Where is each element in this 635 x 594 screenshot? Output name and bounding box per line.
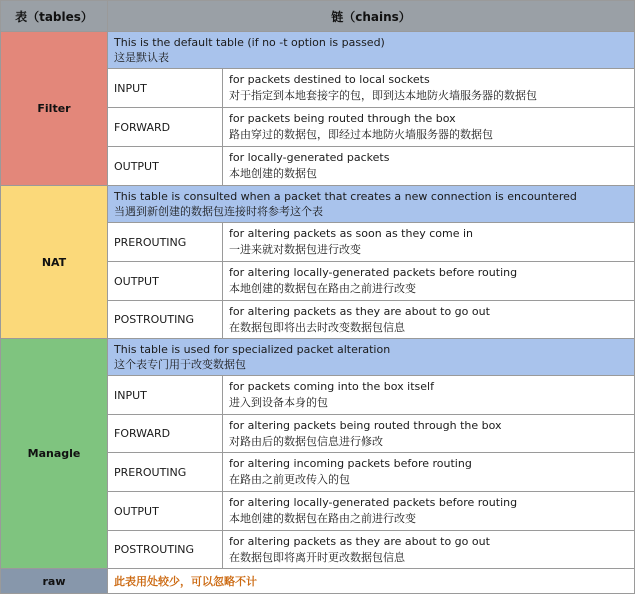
desc-en: for packets destined to local sockets [229, 73, 430, 86]
desc-en: for altering packets as soon as they come in [229, 227, 474, 240]
table-name-raw: raw [0, 568, 108, 594]
nat-info [107, 185, 635, 223]
header-tables: 表（tables） [0, 0, 108, 32]
nat-chain-output: OUTPUT [107, 261, 223, 301]
mangle-chain-forward: FORWARD [107, 414, 223, 453]
desc-zh: 路由穿过的数据包，即经过本地防火墙服务器的数据包 [229, 128, 493, 141]
desc-zh: 本地创建的数据包在路由之前进行改变 [229, 512, 416, 525]
filter-info-zh: 这是默认表 [114, 51, 169, 64]
filter-chain-output: OUTPUT [107, 146, 223, 186]
desc-zh: 进入到设备本身的包 [229, 396, 328, 409]
desc-en: for altering packets as they are about to go out [229, 535, 490, 548]
nat-info-en: This table is consulted when a packet that creates a new connection is encountered [114, 190, 577, 203]
desc-zh: 本地创建的数据包 [229, 167, 317, 180]
desc-zh: 一进来就对数据包进行改变 [229, 243, 361, 256]
mangle-desc-prerouting [222, 452, 635, 492]
filter-desc-input [222, 68, 635, 108]
desc-en: for packets being routed through the box [229, 112, 456, 125]
nat-desc-output [222, 261, 635, 301]
header-chains: 链（chains） [107, 0, 635, 32]
desc-zh: 在数据包即将出去时改变数据包信息 [229, 321, 405, 334]
filter-info [107, 31, 635, 69]
nat-desc-prerouting [222, 222, 635, 262]
table-name-filter: Filter [0, 31, 108, 186]
filter-chain-input: INPUT [107, 68, 223, 108]
desc-en: for altering locally-generated packets before routing [229, 266, 518, 279]
desc-en: for packets coming into the box itself [229, 380, 434, 393]
mangle-desc-forward [222, 414, 635, 453]
filter-desc-output [222, 146, 635, 186]
nat-chain-prerouting: PREROUTING [107, 222, 223, 262]
desc-en: for altering incoming packets before routing [229, 457, 472, 470]
mangle-chain-prerouting: PREROUTING [107, 452, 223, 492]
mangle-desc-input [222, 375, 635, 415]
mangle-info-zh: 这个表专门用于改变数据包 [114, 358, 246, 371]
desc-zh: 本地创建的数据包在路由之前进行改变 [229, 282, 416, 295]
desc-en: for altering locally-generated packets before routing [229, 496, 518, 509]
mangle-desc-output [222, 491, 635, 531]
table-name-nat: NAT [0, 185, 108, 339]
desc-zh: 在路由之前更改传入的包 [229, 473, 350, 486]
filter-info-en: This is the default table (if no -t option is passed) [114, 36, 385, 49]
nat-chain-postrouting: POSTROUTING [107, 300, 223, 339]
desc-zh: 对路由后的数据包信息进行修改 [229, 435, 383, 448]
filter-desc-forward [222, 107, 635, 147]
filter-chain-forward: FORWARD [107, 107, 223, 147]
desc-en: for locally-generated packets [229, 151, 390, 164]
desc-en: for altering packets as they are about to go out [229, 305, 490, 318]
mangle-info [107, 338, 635, 376]
desc-zh: 在数据包即将离开时更改数据包信息 [229, 551, 405, 564]
desc-en: for altering packets being routed through the box [229, 419, 502, 432]
mangle-chain-postrouting: POSTROUTING [107, 530, 223, 569]
mangle-desc-postrouting [222, 530, 635, 569]
mangle-info-en: This table is used for specialized packet alteration [114, 343, 391, 356]
nat-desc-postrouting [222, 300, 635, 339]
desc-zh: 对于指定到本地套接字的包，即到达本地防火墙服务器的数据包 [229, 89, 537, 102]
nat-info-zh: 当遇到新创建的数据包连接时将参考这个表 [114, 205, 323, 218]
mangle-chain-output: OUTPUT [107, 491, 223, 531]
raw-desc: 此表用处较少，可以忽略不计 [107, 568, 635, 594]
mangle-chain-input: INPUT [107, 375, 223, 415]
table-name-mangle: Managle [0, 338, 108, 569]
